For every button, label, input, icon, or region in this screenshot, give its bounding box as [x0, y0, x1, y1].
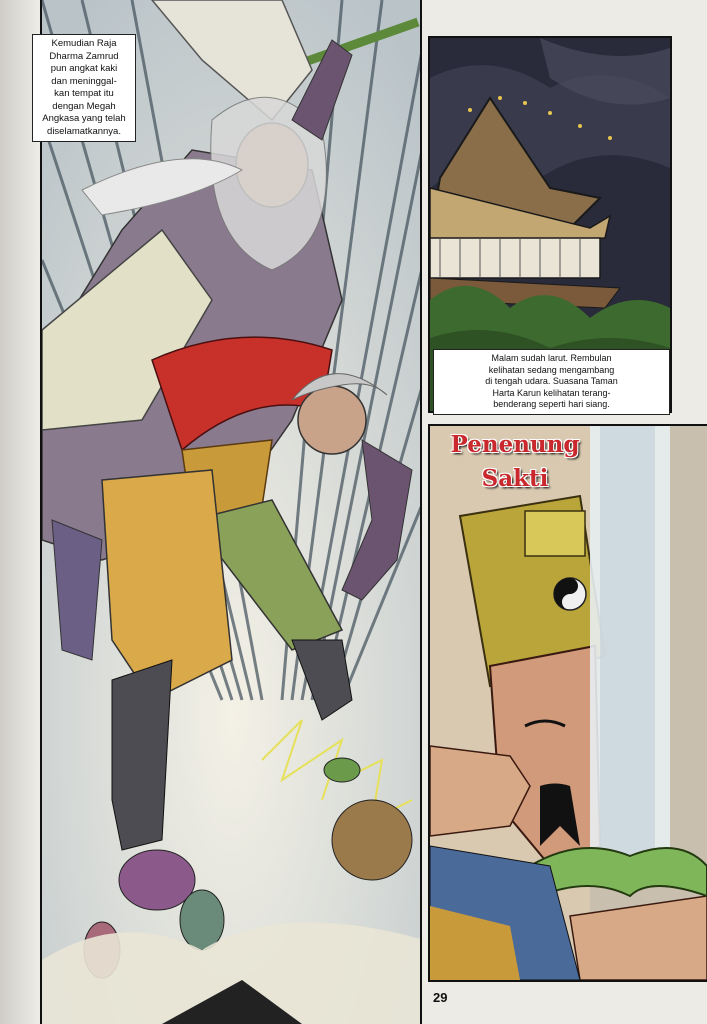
fortune-teller-illustration	[430, 426, 707, 980]
chapter-title	[440, 428, 590, 496]
page-number: 29	[433, 990, 448, 1005]
flight-illustration	[42, 0, 422, 1024]
chapter-title-line-2: Sakti	[481, 465, 549, 492]
page-binding-shadow	[0, 0, 38, 1024]
monster-1	[119, 850, 195, 910]
chapter-title-line-1: Penenung	[450, 431, 580, 458]
monster-2	[332, 800, 412, 880]
panel-fortune-teller	[428, 424, 707, 982]
flying-creature	[324, 758, 360, 782]
sword-guard	[530, 848, 707, 896]
panel-flight-scene	[40, 0, 422, 1024]
narration-caption-2: Malam sudah larut. Rembulan kelihatan sedang mengambang di tengah udara. Suasana Taman Harta Karun kelihatan terang- benderang seperti hari siang.	[433, 349, 670, 415]
narration-caption-1: Kemudian Raja Dharma Zamrud pun angkat kaki dan meninggal- kan tempat itu dengan Megah Angkasa yang telah diselamatkannya.	[32, 34, 136, 142]
